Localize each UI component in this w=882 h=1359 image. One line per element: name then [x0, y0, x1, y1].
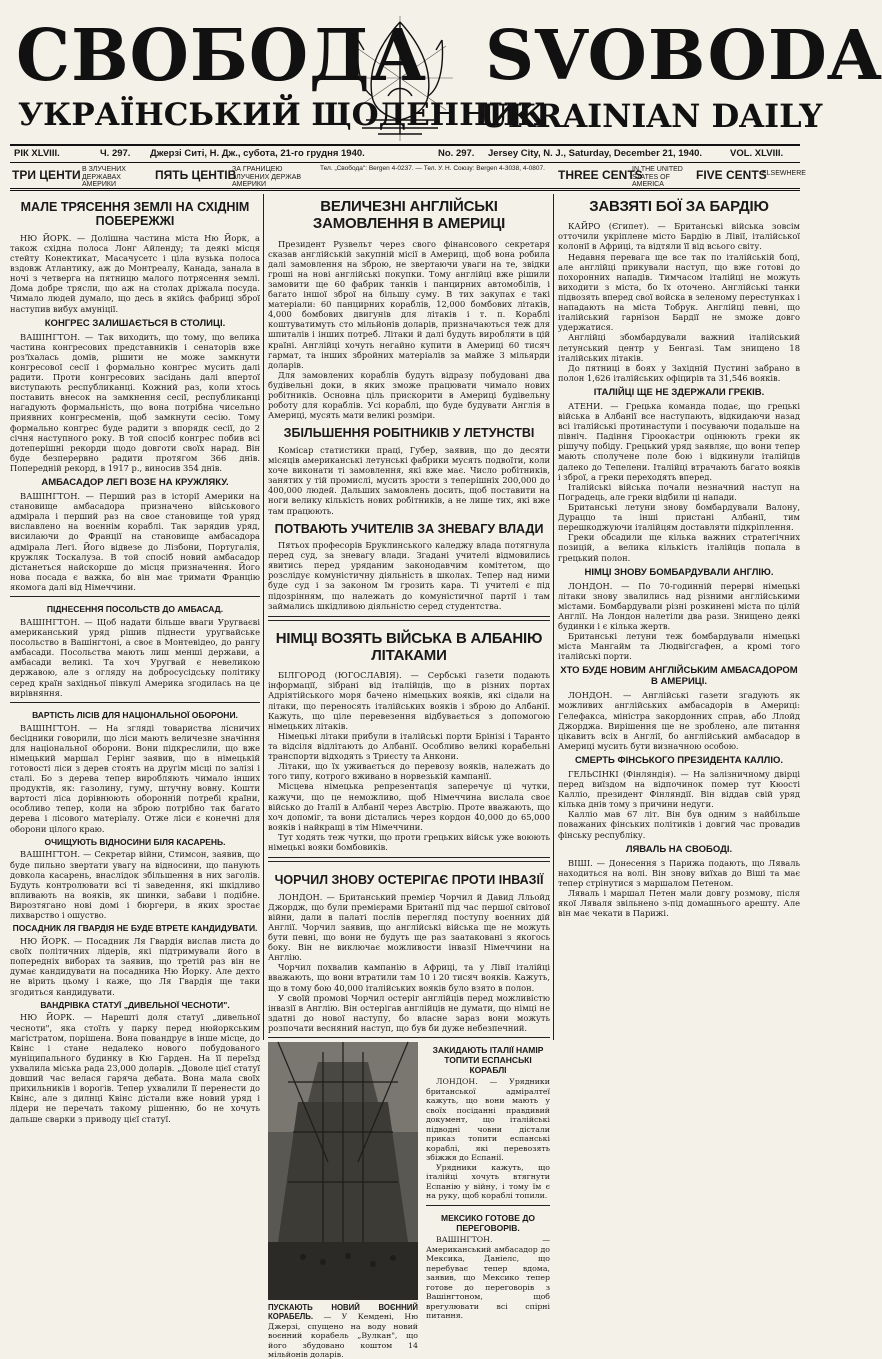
headline-british-orders: ВЕЛИЧЕЗНІ АНГЛІЙСЬКІ ЗАМОВЛЕННЯ В АМЕРИЦІ: [312, 198, 506, 233]
column-left: [10, 194, 260, 1124]
price-domestic-english: THREE CENTS: [558, 168, 643, 182]
headline-germans-albania: НІМЦІ ВОЗЯТЬ ВІЙСЬКА В АЛБАНІЮ ЛІТАКАМИ: [275, 629, 543, 664]
price-foreign-english: FIVE CENTS: [696, 168, 767, 182]
masthead-subtitle-english: UKRAINIAN DAILY: [480, 97, 823, 135]
volume-english: VOL. XLVIII.: [730, 148, 784, 159]
photo-caption: [268, 1303, 418, 1359]
price-foreign-note-english: ELSEWHERE: [762, 170, 806, 177]
article-body: ВАШІНГТОН. — Перший раз в історії Америки на становище амбасадора призначено військового адмірала і перший раз на свое становище той уряд виславлено на воєннім кораблі. Так зарядив уряд, висилаючи до Франції на становище амбасадора адмірала Легі. Його відвезе до Лізбони, Португалія, кружляк Тоскалуза. В той спосіб новий амбасадор дістанеться найскорше до місця призначення. Його нова посада є важка, бо він має тримати Францію якомога далі від Німеччини.: [10, 491, 260, 592]
headline-italy-spain: ЗАКИДАЮТЬ ІТАЛІЇ НАМІР ТОПИТИ ЕСПАНСЬКІ КОРАБЛІ: [432, 1045, 544, 1075]
divider: [268, 1037, 550, 1038]
masthead: [10, 8, 882, 148]
headline-embassies: ПІДНЕСЕННЯ ПОСОЛЬСТВ ДО АМБАСАД.: [46, 604, 224, 615]
issue-number-english: No. 297.: [438, 148, 475, 159]
headline-mexico: МЕКСИКО ГОТОВЕ ДО ПЕРЕГОВОРІВ.: [441, 1212, 535, 1233]
date-ukrainian: Джерзі Ситі, Н. Дж., субота, 21-го грудня 1940.: [150, 148, 365, 159]
headline-la-guardia: ПОСАДНИК ЛЯ ГВАРДІЯ НЕ БУДЕ ВТРЕТЕ КАНДИДУВАТИ.: [12, 923, 258, 934]
headline-teachers: ПОТВАЮТЬ УЧИТЕЛІВ ЗА ЗНЕВАГУ ВЛАДИ: [274, 521, 544, 536]
headline-kallio: СМЕРТЬ ФІНСЬКОГО ПРЕЗИДЕНТА КАЛЛІО.: [575, 754, 783, 766]
article-body: Німецькі літаки прибули в італійські порти Брінізі і Таранто та відсіля відлітають до Албанії. Особливо великі корабельні транспорти відходять з Триєсту та Анкони.: [268, 730, 550, 762]
divider: [268, 857, 550, 862]
article-body: ЛОНДОН. — Британський премієр Чорчил й Давид Лльойд Джордж, що були премієрами Британії під час першої світової війни, дали в палаті послів перегляд поступу воєнних дій Англії. Чорчил заявив, що англійські війська ще не можуть бути певні, що вони не будуть ще раз заатаковані з якогось боку. Він не виключає можливости інвазії Німеччини на Англію.: [268, 891, 550, 963]
article-body: Італійські війська почали незначний наступ на Поградець, але греки відбили ці напади.: [558, 481, 800, 502]
headline-earthquake: МАЛЕ ТРЯСЕННЯ ЗЕМЛІ НА СХІДНІМ ПОБЕРЕЖЖІ: [20, 200, 250, 229]
divider: [268, 616, 550, 621]
price-bar: [10, 162, 806, 191]
article-body: ВАШІНГТОН. — На згляді товариства лісничих бесідники говорили, що ліси мають величезне значіння для національної оборони. Вони підкреслили, що вже німецький маршал Герінг заявив, що в німецькій готовості ліси з дерев стоять на другім місці по залізі і сталі. Бо з дерева тепер виробляють чимало інших продуктів, як: газолину, гуму, штучну вовну. Кошти вартості ліса дорівнюють оборонній потребі країни, особливо тепер, коли на зброю потрібно так багато дерева і лісового матеріалу. Отже ліси є конечні для оборони цілого краю.: [10, 722, 260, 834]
article-body: ВАШІНГТОН. — Секретар війни, Стимсон, заявив, що буде пильно звертати увагу на відносини, що панують довкола касарень, внаслідок збільшення в них заголів. Будуть контролювати всі ті заведення, які шкідливо впливають на вояків, як шинки, забави і подібне. Вирозтягано нові домі і бюргери, в яких зростає лихварство і ошуство.: [10, 849, 260, 921]
article-body: НЮ ЙОРК. — Долішна частина міста Ню Йорк, а також східна полоса Лонг Айленду; та деякі місця стейту Конектикат, Масачусетс і ціла вузька полоса вздовж Атлантику, аж до Монтреалу, Канада, занала в ночі з четверга на пятницю малого потрясення землі. Дома добре трясли, що аж на столах дріжала посуда. Чимало людей думало, що десь в якійсь фабриці зброї наступив вибух амуніції.: [10, 232, 260, 314]
article-body: У своїй промові Чорчил остеріг англійців перед можливістю інвазії в Англію. Він остерігав англійців не думати, що німці не здатні до нової наступу, бо власне зараз вони можуть розпочати весняний наступ, що був би дуже небезпечний.: [268, 992, 550, 1034]
column-right: [558, 194, 800, 1040]
lower-section: [268, 1042, 550, 1359]
article-body: Британські летуни теж бомбардували німецькі міста Мангайм та Людвіґсгафен, а кромі того італійські порти.: [558, 631, 800, 662]
article-body: КАЙРО (Єгипет). — Британські війська зовсім отточили укріплене місто Бардію в Лівії, італійської колонії в Африці, та відтяли її від всього світу.: [558, 221, 800, 252]
article-body: Чорчил похвалив кампанію в Африці, та у Лівії італійці вважають, що вони втратили там 10 і 20 тисяч вояків. Кажуть, що в тому бою 40,000 італійських вояків було взято в полон.: [268, 962, 550, 993]
article-body: Калліо мав 67 літ. Він був одним з найбільше поважаних фінських політиків і довгий час провадив фінську республіку.: [558, 809, 800, 840]
photo-block: [268, 1042, 418, 1359]
headline-forests: ВАРТІСТЬ ЛІСІВ ДЛЯ НАЦІОНАЛЬНОЇ ОБОРОНИ.: [32, 709, 238, 720]
headline-laval: ЛЯВАЛЬ НА СВОБОДІ.: [625, 843, 733, 855]
article-body: Недавня перевага ще все так по італійській боці, але англійці прикували наступ, що вже готові до похоронних нападів. Тимчасом італійці не можуть виходити з міста, бо їх оточено. Англійські танки підвозять вперед свої войска в зеленому перестунках і нападають на міста Тобрук. Англійці певні, що італійський гарнізон Бардії не зможе довго удержатися.: [558, 251, 800, 333]
headline-british-ambassador: ХТО БУДЕ НОВИМ АНГЛІЙСЬКИМ АМБАСАДОРОМ В АМЕРИЦІ.: [560, 665, 798, 688]
newspaper-page: [10, 8, 882, 1359]
article-body: ВАШІНГТОН. — Американський амбасадор до Мексика, Даніелс, що перебуває тепер вдома, заявив, що Мексико тепер готове до переговорів з Вашінгтоном, щоб врегулювати всі спірні питання.: [426, 1235, 550, 1321]
issue-number-ukrainian: Ч. 297.: [100, 148, 131, 159]
price-foreign-ukrainian: ПЯТЬ ЦЕНТІВ: [155, 168, 237, 182]
article-body: Греки обсадили ще кілька важних стратегічних позицій, а велика кількість італійців попала в грецький полон.: [558, 532, 800, 563]
masthead-title-ukrainian: СВОБОДА: [16, 14, 428, 99]
article-body: Англійці збомбардували важний італійський летунський центр у Бенгазі. Там знищено 18 італійських літаків.: [558, 332, 800, 363]
article-body: Ляваль і маршал Петен мали довгу розмову, після якої Ляваля звільнено з-під домашнього арешту. Але він має чекати в Парижі.: [558, 887, 800, 919]
article-body: Для замовлених кораблів будуть відразу побудовані два будівельні доки, в яких зможе працювати чимало нових робітників. Основна ціль прискорити в Америці будівельну роботу для кораблів. Усі кораблі, що буде будувати Англія в Америці, мусять мати великі розміри.: [268, 369, 550, 421]
phone-numbers: Тел. „Свобода": Bergen 4-0237. — Тел. У. Н. Союзу: Bergen 4-3038, 4-0807.: [320, 165, 545, 172]
article-body: Літаки, що їх уживається до перевозу вояків, належать до того типу, котрого вживано в норвезькій кампанії.: [268, 761, 550, 782]
lower-right-articles: [426, 1042, 550, 1359]
article-body: ВІШІ. — Донесення з Парижа подають, що Ляваль находиться на волі. Він знову виїхав до Віші та має тепер стрінутися з маршалом Петеном.: [558, 857, 800, 888]
article-body: ВАШІНГТОН. — Так виходить, що тому, що велика частина конгресових представників і сенаторів вже роз'їхалась домів, рішити не може замкнути конгресової сесії і формально конгрес мусить далі радити. Проти конгресових засідань далі впертої виступають республиканці. Кожний раз, коли хтось поставить внесок на замкнення сесії, республиканці нагадують формальність, що вона потрібна чисельно приявних конгресменів, щоб замкнути сесію. Тому формально конгрес буде радити з впорядк сесії, до 2 січня наступного року. В той спосіб конгрес побив всі дотеперішні рекорди щодо довготи своїх нарад. Він буде безперервно радити протягом 366 днів. Попередній рекорд, в 1917 р., виносив 354 днів.: [10, 331, 260, 473]
article-body: ВАШІНГТОН. — Щоб надати більше вваги Уругваєві американський уряд рішив піднести уругвайське посольство в Вашінгтоні, а своє в Монтевідео, до рангу амбасади. Посольства мають лиш менші держави, а амбасади великі. Та хоч Уругвай є невеликою державою, але з огляду на добросусідську політику серед країн західньої півкулі Америка згодилась на це вирівняння.: [10, 616, 260, 698]
headline-greeks: ІТАЛІЙЦІ ЩЕ НЕ ЗДЕРЖАЛИ ГРЕКІВ.: [593, 387, 765, 398]
headline-congress: КОНГРЕС ЗАЛИШАЄТЬСЯ В СТОЛИЦІ.: [44, 317, 226, 329]
photo-caption-title: ПУСКАЮТЬ НОВИЙ ВОЄННИЙ КОРАБЕЛЬ.: [268, 1303, 418, 1322]
headline-bombing-england: НІМЦІ ЗНОВУ БОМБАРДУВАЛИ АНГЛІЮ.: [584, 566, 774, 578]
article-body: БІЛГОРОД (ЮГОСЛАВІЯ). — Сербські газети подають інформації, зібрані від італійців, що в різних портах Адріятійського моря бачено німецьких вояків, які сідали на літаки, що переносять італійських вояків і зброю до Албанії. Кажуть, що ціле перевезення відбувається з допомогою німецьких літаків.: [268, 670, 550, 731]
column-divider: [553, 194, 554, 1040]
article-body: Урядники кажуть, що італійці хочуть втягнути Еспанію у війну, і тому їм є на руку, щоб кораблі топили.: [426, 1162, 550, 1201]
masthead-title-english: SVOBODA: [485, 16, 882, 96]
article-body: НЮ ЙОРК. — Нарешті доля статуї „дивельної чесноти", яка стоїть у парку перед нюйоркським магістратом, порішена. Вона повандрує в інше місце, до Квінс і стане недалеко нового побудованого муніципального будинку в Кю Гарден. На її переїзд ухвалила міська рада 23,000 доларів. „Доволе цієї статуї довший час велася гаряча дебата. Вона мала своїх прихильників і ворогів. Тепер ухвалили її перенести до Квінс, але з дилнці Квінс дістали вже новий уряд і лідери не перечать такому рішенню, бо не хочуть дальше сварки з приводу цієї статуї.: [10, 1012, 260, 1124]
article-body: ЛОНДОН. — Урядники британської адміралтеї кажуть, що вони мають у своїх посіданні правдивий документ, що італійські підводні човни дістали приказ топити еспанські кораблі, які перевозять збіжжя до Еспанії.: [426, 1077, 550, 1163]
article-body: До пятниці в боях у Західній Пустині забрано в полон 1,626 італійських офіцирів та 31,546 вояків.: [558, 362, 800, 383]
warship-photo: [268, 1042, 418, 1300]
article-body: Комісар статистики праці, Губер, заявив, що до десяти місяців американські летунські фабрики мусять подвоїти, коли хоче виконати ті замовлення, які вже має. Число робітників, занятих у тій промислі, мусить зрости з теперішніх 200,000 до 400,000 людей. Дальших замовлень досить, щоб поставити на ноги велику кількість нових робітників, а не лише тих, які вже там працюють.: [268, 444, 550, 516]
date-english: Jersey City, N. J., Saturday, December 21, 1940.: [488, 148, 703, 159]
column-divider: [263, 194, 264, 1040]
photo-caption-text: — У Кемдені, Ню Джерзі, спущено на воду новий воєнний корабель „Вулкан", що його збудовано коштом 14 мільйонів доларів.: [268, 1312, 418, 1359]
headline-aviation-workers: ЗБІЛЬШЕННЯ РОБІТНИКІВ У ЛЕТУНСТВІ: [283, 426, 535, 441]
price-domestic-note-ukrainian: В ЗЛУЧЕНИХ ДЕРЖАВАХ АМЕРИКИ: [82, 166, 126, 189]
masthead-subtitle-ukrainian: УКРАЇНСЬКИЙ ЩОДЕННИК: [18, 97, 546, 133]
price-domestic-note-english: IN THE UNITED STATES OF AMERICA: [632, 166, 683, 189]
article-body: Тут ходять теж чутки, що проти грецьких військ уже воюють німецькі вояки бомбовиків.: [268, 832, 550, 853]
article-body: ГЕЛЬСІНКІ (Фінляндія). — На залізничному двірці перед виїздом на відпочинок помер тут Кюості Калліо, президент Фінляндії. Він віддав свій уряд кілька днів тому з причини недуги.: [558, 768, 800, 810]
article-body: АТЕНИ. — Грецька команда подає, що грецькі війська в Албанії все наступають, відкидаючи назад всі італійські протинаступи і посуваючи подальше на північ. Падіння Гіроокастри оцінюють греки як рішучу побіду. Грецький уряд заявляє, що вони тепер мають сполучене поле бою і відкинули італійців далеко до Тепелени. Італійці втрачають багато вояків і зброї, а греки переходять вперед.: [558, 400, 800, 482]
price-foreign-note-ukrainian: ЗА ГРАНИЦЕЮ ЗЛУЧЕНИХ ДЕРЖАВ АМЕРИКИ: [232, 166, 302, 189]
headline-barracks: ОЧИЩУЮТЬ ВІДНОСИНИ БІЛЯ КАСАРЕНЬ.: [44, 836, 226, 847]
article-body: Президент Рузвельт через свого фінансового секретаря сказав англійській закупній місії в Америці, щоб вона робила далі замовлення на зброю, не звертаючи уваги на те, звідки гроші на нові англійські покупки. Тому англійці вже рішили замовити ще 60 фабрик танків і панцирних автомобілів, і багато іншої зброї на більшу суму. В тих закупах є такі матеріали: 60 панцирних кораблів, 12,000 бомбових літаків, 4,000 бомбових двигунів для літаків і т. п. Кораблі коштуватимуть сто мільйонів доларів, призначаються теж для шпиталів і інших потреб. Літаки й далі будуть виробляти в цій країні. Англійці хочуть негайно купити в Америці 60 тисяч гармат, та інших збройних матеріалів за майже 3 мільярди доларів.: [268, 238, 550, 370]
article-body: Британські летуни знову бомбардували Валону, Дураццо та інші пристані Албанії, тим перешкоджуючи італійцям доставляти підкріплення.: [558, 502, 800, 533]
headline-bardia: ЗАВЗЯТІ БОЇ ЗА БАРДІЮ: [589, 198, 769, 215]
dateline: [10, 144, 800, 163]
article-body: ЛОНДОН. — Англійські газети згадують як можливих англійських амбасадорів в Америці: Гелефакса, міністра закордонних справ, або Ллойд Джорджа. Вирішення ще не зроблено, але питання цікавить всіх в Англії, бо англійський амбасадор в Америці мусить бути визначною особою.: [558, 690, 800, 751]
article-body: Пятьох професорів Бруклинського каледжу влада потягнула перед суд, за зневагу влади. Згадані учителі відмовились явитись перед уряданим законодавчим комітетом, що розслідує комуністичну діяльність в школах. Тепер над ними буде суд і за законом їм грозить кара. Ті учителі є під підозрінням, що належать до комуністичної партії і там займались шкідливою діяльністю серед студентства.: [268, 539, 550, 611]
article-body: ЛОНДОН. — По 70-годинній перерві німецькі літаки знову звалились над різними англійськими містами. Бомбардували різні розкинені міста по цілій Англії. На Лондон налетіли два рази. Знищено деякі будинки і є кілька жертв.: [558, 580, 800, 632]
column-center: [268, 194, 550, 1359]
article-body: НЮ ЙОРК. — Посадник Ля Гвардія вислав листа до своїх політичних лідерів, які підтримували його в попередніх виборах та заявив, що третій раз він не думає кандидувати на посадника Ню Йорку. Але дехто не вірить цьому і каже, що Ля Гвардія ще таки згодиться кандидувати.: [10, 936, 260, 997]
divider: [426, 1205, 550, 1206]
headline-statue: ВАНДРІВКА СТАТУЇ „ДИВЕЛЬНОЇ ЧЕСНОТИ".: [40, 999, 230, 1010]
year-ukrainian: РІК XLVIII.: [14, 148, 60, 159]
price-domestic-ukrainian: ТРИ ЦЕНТИ: [12, 168, 81, 182]
headline-ambassador-leahy: АМБАСАДОР ЛЕГІ ВОЗЕ НА КРУЖЛЯКУ.: [41, 477, 229, 489]
article-body: Місцева німецька репрезентація заперечує ці чутки, кажучи, що це неможливо, щоб Німеччина вислала своє військо до Італії в Албанії через Австрію. Проте вважають, що хоч допоміг, та вони дістались через кордон 40,000 до 65,000 вояків і найкращі в тім Німеччини.: [268, 781, 550, 832]
divider: [10, 702, 260, 703]
headline-churchill: ЧОРЧИЛ ЗНОВУ ОСТЕРІГАЄ ПРОТИ ІНВАЗІЇ: [274, 873, 544, 888]
divider: [10, 596, 260, 597]
